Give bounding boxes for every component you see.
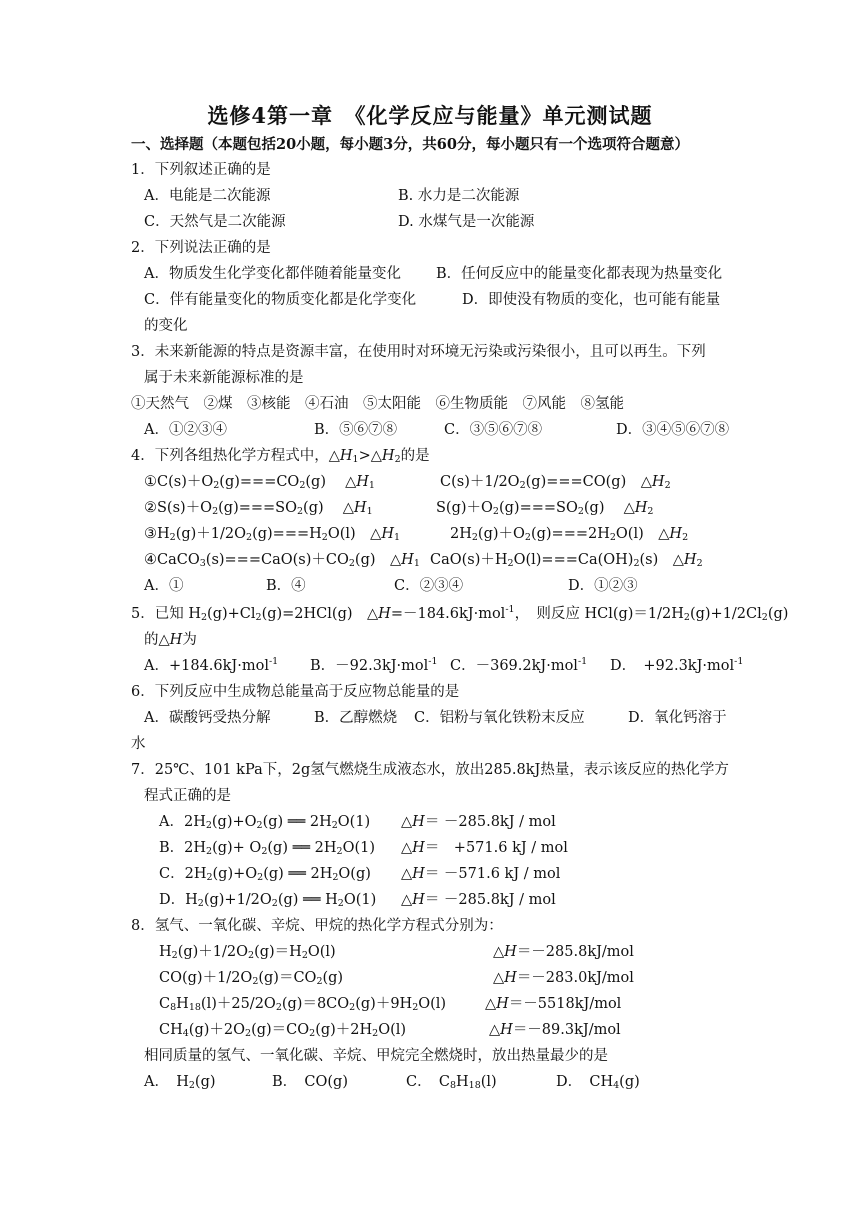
option-c: C．－369.2kJ·mol$^{-1}$ [450, 656, 588, 674]
question-8-ask: 相同质量的氢气、一氧化碳、辛烷、甲烷完全燃烧时，放出热量最少的是 [144, 1048, 608, 1064]
question-7-stem-cont: 程式正确的是 [144, 788, 231, 804]
option-c: C．天然气是二次能源 [144, 214, 286, 230]
option-d: D． +92.3kJ·mol$^{-1}$ [610, 656, 744, 674]
equation-1b: $C(s)+1/2O_2(g)===CO(g)$ $\triangle H_2$ [440, 474, 671, 491]
question-6-option-d-cont: 水 [131, 736, 146, 752]
section-heading: 一、选择题（本题包括20小题，每小题3分，共60分，每小题只有一个选项符合题意） [131, 136, 689, 153]
option-b: B．④ [266, 578, 306, 594]
option-b: B．乙醇燃烧 [314, 710, 398, 726]
equation-3a: $③H_2(g)+1/2O_2(g)===H_2O(l)$ $\triangle H_1$ [144, 526, 401, 543]
option-d: D．氧化钙溶于 [628, 710, 727, 726]
option-c: C．铝粉与氧化铁粉末反应 [414, 710, 585, 726]
option-c: C． $C_8H_{18}(l)$ [406, 1074, 497, 1091]
question-1-stem: 1．下列叙述正确的是 [131, 162, 271, 178]
equation-2b: $S(g)+O_2(g)===SO_2(g)$ $\triangle H_2$ [436, 500, 654, 517]
option-d: D. 水煤气是一次能源 [398, 214, 535, 230]
option-a: A．①②③④ [144, 422, 227, 438]
option-c: C．伴有能量变化的物质变化都是化学变化 [144, 292, 417, 308]
option-a: A．+184.6kJ·mol$^{-1}$ [144, 656, 279, 674]
option-c: C．③⑤⑥⑦⑧ [444, 422, 543, 438]
question-7-stem: 7．25℃、101 kPa下，2g氢气燃烧生成液态水，放出285.8kJ热量，表示该反应的热化学方 [131, 762, 729, 778]
equation-2a: $②S(s)+O_2(g)===SO_2(g)$ $\triangle H_1$ [144, 500, 373, 517]
option-d: D． $CH_4(g)$ [556, 1074, 640, 1091]
question-3-stem: 3．未来新能源的特点是资源丰富，在使用时对环境无污染或污染很小，且可以再生。下列 [131, 344, 706, 360]
equation-3b: $2H_2(g)+O_2(g)===2H_2O(l)$ $\triangle H_2$ [450, 526, 689, 543]
option-c: C．②③④ [394, 578, 464, 594]
question-2-stem: 2．下列说法正确的是 [131, 240, 271, 256]
document-page: 选修4第一章 《化学反应与能量》单元测试题 一、选择题（本题包括20小题，每小题3分，共60分，每小题只有一个选项符合题意） 1．下列叙述正确的是 A．电能是二次能源 B. 水力是二次能源 C．天然气是二次能源 D. 水煤气是一次能源 2．下列说法正确的是 A．物质发生化学变化都伴随着能量变化 B．任何反应中的能量变化都表现为热量变化 C．伴有能量变化的物质变化都是化学变化 D．即使没有物质的变化，也可能有能量 的变化 3．未来新能源的特点是资源丰富，在使用时对环境无污染或污染很小，且可以再生。下列 属于未来新能源标准的是 ①天然气 ②煤 ③核能 ④石油 ⑤太阳能 ⑥生物质能 ⑦风能 ⑧氢能 A．①②③④ B．⑤⑥⑦⑧ C．③⑤⑥⑦⑧ D．③④⑤⑥⑦⑧ 4．下列各组热化学方程式中，$\triangle H_1>\triangle H_2$的是 $①C(s)+O_2(g)===CO_2(g)$ $\triangle H_1$ $C(s)+1/2O_2(g)===CO(g)$ $\triangle H_2$ $②S(s)+O_2(g)===SO_2(g)$ $\triangle H_1$ $S(g)+O_2(g)===SO_2(g)$ $\triangle H_2$ $③H_2(g)+1/2O_2(g)===H_2O(l)$ $\triangle H_1$ $2H_2(g)+O_2(g)===2H_2O(l)$ $\triangle H_2$ $④CaCO_3(s)===CaO(s)+CO_2(g)$ $\triangle H_1$ $CaO(s)+H_2O(l)===Ca(OH)_2(s)$ $\triangle H_2$ A．① B．④ C．②③④ D．①②③ 5．已知 $H_2(g)+Cl_2(g)=2HCl(g)$ △H=－184.6kJ·mol$^{-1}$， 则反应 $HCl(g)=1/2H_2(g)+1/2Cl_2(g)$ 的△H为 A．+184.6kJ·mol$^{-1}$ B．－92.3kJ·mol$^{-1}$ C．－369.2kJ·mol$^{-1}$ D． +92.3kJ·mol$^{-1}$ 6．下列反应中生成物总能量高于反应物总能量的是 A．碳酸钙受热分解 B．乙醇燃烧 C．铝粉与氧化铁粉末反应 D．氧化钙溶于 水 7．25℃、101 kPa下，2g氢气燃烧生成液态水，放出285.8kJ热量，表示该反应的热化学方 程式正确的是 A．$2H_2(g)+O_2(g)$ ══ $2H_2O(1)$ △H＝ －285.8kJ / mol B．$2H_2(g)+ O_2(g)$ ══ $2H_2O(1)$ △H＝ +571.6 kJ / mol C．$2H_2(g)+O_2(g)$ ══ $2H_2O(g)$ △H＝ －571.6 kJ / mol D．$H_2(g)+1/2O_2(g)$ ══ $H_2O(1)$ △H＝ －285.8kJ / mol 8．氢气、一氧化碳、辛烷、甲烷的热化学方程式分别为： $H_2(g)+1/2O_2(g)=H_2O(l)$ △H＝－285.8kJ/mol $CO(g)+1/2O_2(g)=CO_2(g)$ △H＝－283.0kJ/mol $C_8H_{18}(l)+25/2O_2(g)=8CO_2(g)+9H_2O(l)$ △H＝－5518kJ/mol $CH_4(g)+2O_2(g)=CO_2(g)+2H_2O(l)$ △H＝－89.3kJ/mol 相同质量的氢气、一氧化碳、辛烷、甲烷完全燃烧时，放出热量最少的是 A． $H_2(g)$ B． CO(g) C． $C_8H_{18}(l)$ D． $CH_4(g)$ [0, 0, 860, 1216]
option-b: B．⑤⑥⑦⑧ [314, 422, 398, 438]
option-a: A．电能是二次能源 [144, 188, 271, 204]
option-a: A．碳酸钙受热分解 [144, 710, 271, 726]
question-5-stem-cont: 的△H为 [144, 632, 197, 648]
equation-4b: $CaO(s)+H_2O(l)===Ca(OH)_2(s)$ $\triangle H_2$ [430, 552, 703, 569]
option-b: B．任何反应中的能量变化都表现为热量变化 [436, 266, 723, 282]
question-3-stem-cont: 属于未来新能源标准的是 [144, 370, 304, 386]
page-title: 选修4第一章 《化学反应与能量》单元测试题 [207, 103, 653, 128]
option-b: B. 水力是二次能源 [398, 188, 520, 204]
equation-1a: $①C(s)+O_2(g)===CO_2(g)$ $\triangle H_1$ [144, 474, 375, 491]
question-8-stem: 8．氢气、一氧化碳、辛烷、甲烷的热化学方程式分别为： [131, 918, 503, 934]
question-3-energy-list: ①天然气 ②煤 ③核能 ④石油 ⑤太阳能 ⑥生物质能 ⑦风能 ⑧氢能 [131, 396, 624, 412]
question-6-stem: 6．下列反应中生成物总能量高于反应物总能量的是 [131, 684, 460, 700]
option-d: D．③④⑤⑥⑦⑧ [616, 422, 730, 438]
option-a: A．物质发生化学变化都伴随着能量变化 [144, 266, 401, 282]
question-2-option-d-cont: 的变化 [144, 318, 188, 334]
option-d: D．①②③ [568, 578, 638, 594]
option-d: D．即使没有物质的变化，也可能有能量 [462, 292, 721, 308]
equation-4a: $④CaCO_3(s)===CaO(s)+CO_2(g)$ $\triangle H_1$ [144, 552, 420, 569]
option-a: A． $H_2(g)$ [144, 1074, 216, 1091]
question-4-stem: 4．下列各组热化学方程式中，$\triangle H_1>\triangle H_2$的是 [131, 448, 430, 465]
option-b: B． CO(g) [272, 1074, 348, 1090]
question-5-stem: 5．已知 $H_2(g)+Cl_2(g)=2HCl(g)$ △H=－184.6kJ·mol$^{-1}$， 则反应 $HCl(g)=1/2H_2(g)+1/2Cl_2(g)$ [131, 604, 789, 623]
option-b: B．－92.3kJ·mol$^{-1}$ [310, 656, 438, 674]
option-a: A．① [144, 578, 184, 594]
